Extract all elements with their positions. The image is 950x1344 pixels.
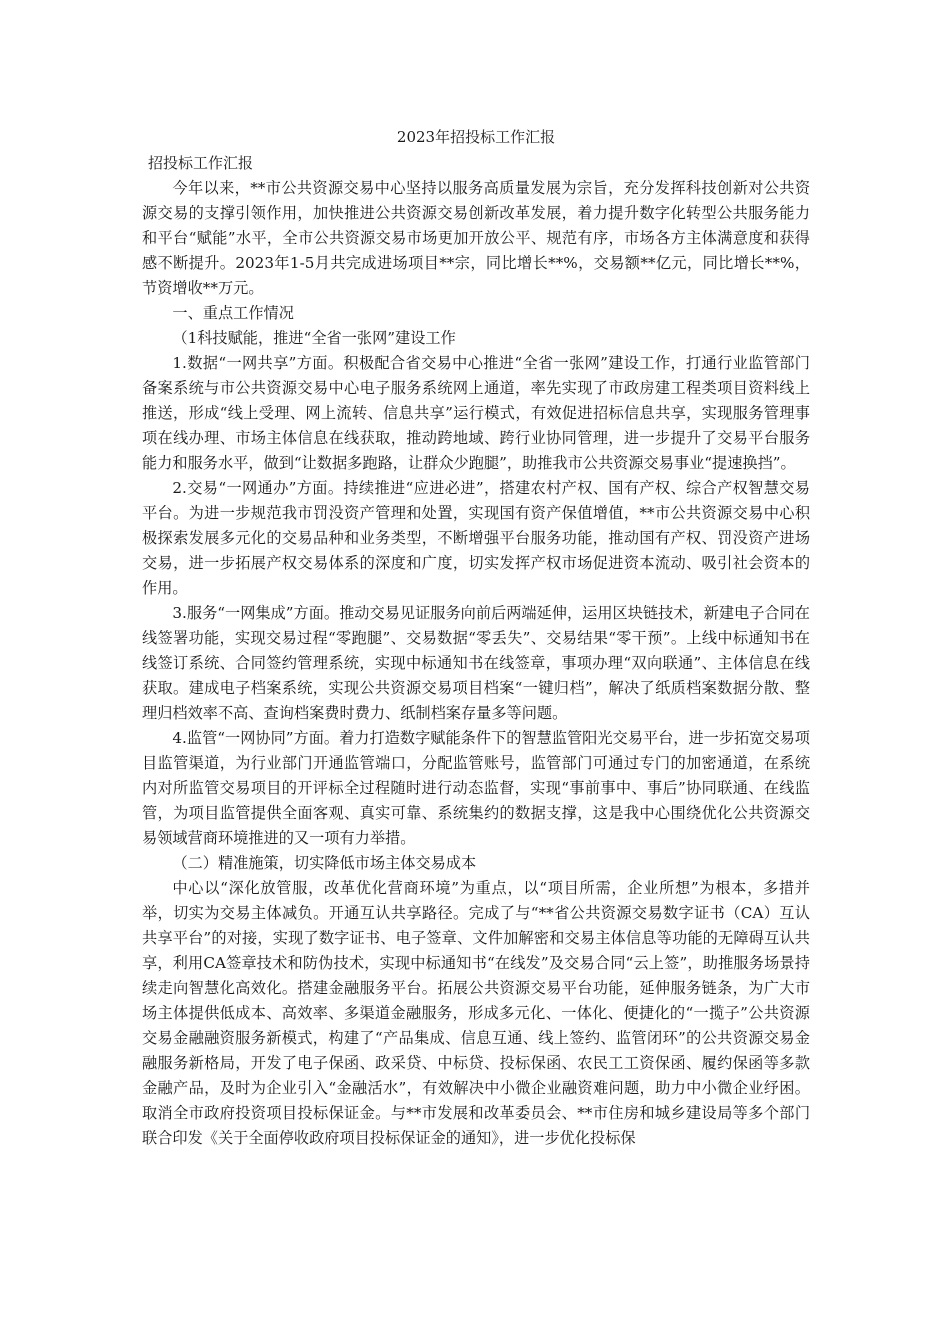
document-page — [142, 124, 810, 1151]
section-1-heading: 一、重点工作情况 — [172, 304, 294, 322]
item-2-paragraph: 2.交易“一网通办”方面。持续推进“应进必进”，搭建农村产权、国有产权、综合产权智慧交易平台。为进一步规范我市罚没资产管理和处置，实现国有资产保值增值，**市公共资源交易中心积极探索发展多元化的交易品种和业务类型，不断增强平台服务功能，推动国有产权、罚没资产进场交易，进一步拓展产权交易体系的深度和广度，切实发挥产权市场促进资本流动、吸引社会资本的作用。 — [142, 479, 810, 597]
subsection-2-paragraph: 中心以“深化放管服，改革优化营商环境”为重点，以“项目所需，企业所想”为根本，多措并举，切实为交易主体减负。开通互认共享路径。完成了与“**省公共资源交易数字证书（CA）互认共享平台”的对接，实现了数字证书、电子签章、文件加解密和交易主体信息等功能的无障碍互认共享，利用CA签章技术和防伪技术，实现中标通知书“在线发”及交易合同“云上签”，助推服务场景持续走向智慧化高效化。搭建金融服务平台。拓展公共资源交易平台功能，延伸服务链条，为广大市场主体提供低成本、高效率、多渠道金融服务，形成多元化、一体化、便捷化的“一揽子”公共资源交易金融融资服务新模式，构建了“产品集成、信息互通、线上签约、监管闭环”的公共资源交易金融服务新格局，开发了电子保函、政采贷、中标贷、投标保函、农民工工资保函、履约保函等多款金融产品，及时为企业引入“金融活水”，有效解决中小微企业融资难问题，助力中小微企业纾困。取消全市政府投资项目投标保证金。与**市发展和改革委员会、**市住房和城乡建设局等多个部门联合印发《关于全面停收政府项目投标保证金的通知》，进一步优化投标保 — [142, 879, 810, 1147]
document-subtitle: 招投标工作汇报 — [148, 154, 254, 172]
item-3-paragraph: 3.服务“一网集成”方面。推动交易见证服务向前后两端延伸，运用区块链技术，新建电子合同在线签署功能，实现交易过程“零跑腿”、交易数据“零丢失”、交易结果“零干预”。上线中标通知书在线签订系统、合同签约管理系统，实现中标通知书在线签章，事项办理“双向联通”、主体信息在线获取。建成电子档案系统，实现公共资源交易项目档案“一键归档”，解决了纸质档案数据分散、整理归档效率不高、查询档案费时费力、纸制档案存量多等问题。 — [142, 604, 810, 722]
intro-paragraph: 今年以来，**市公共资源交易中心坚持以服务高质量发展为宗旨，充分发挥科技创新对公共资源交易的支撑引领作用，加快推进公共资源交易创新改革发展，着力提升数字化转型公共服务能力和平台“赋能”水平，全市公共资源交易市场更加开放公平、规范有序，市场各方主体满意度和获得感不断提升。2023年1-5月共完成进场项目**宗，同比增长**%，交易额**亿元，同比增长**%，节资增收**万元。 — [142, 179, 810, 297]
subsection-1-heading: （1科技赋能，推进“全省一张网”建设工作 — [172, 329, 456, 347]
subsection-2-heading: （二）精准施策，切实降低市场主体交易成本 — [172, 854, 477, 872]
item-4-paragraph: 4.监管“一网协同”方面。着力打造数字赋能条件下的智慧监管阳光交易平台，进一步拓宽交易项目监管渠道，为行业部门开通监管端口，分配监管账号，监管部门可通过专门的加密通道，在系统内对所监管交易项目的开评标全过程随时进行动态监督，实现“事前事中、事后”协同联通、在线监管，为项目监管提供全面客观、真实可靠、系统集约的数据支撑，这是我中心围绕优化公共资源交易领域营商环境推进的又一项有力举措。 — [142, 729, 810, 847]
item-1-paragraph: 1.数据“一网共享”方面。积极配合省交易中心推进“全省一张网”建设工作，打通行业监管部门备案系统与市公共资源交易中心电子服务系统网上通道，率先实现了市政房建工程类项目资料线上推送，形成“线上受理、网上流转、信息共享”运行模式，有效促进招标信息共享，实现服务管理事项在线办理、市场主体信息在线获取，推动跨地域、跨行业协同管理，进一步提升了交易平台服务能力和服务水平，做到“让数据多跑路，让群众少跑腿”，助推我市公共资源交易事业“提速换挡”。 — [142, 354, 810, 472]
document-title: 2023年招投标工作汇报 — [396, 128, 556, 146]
